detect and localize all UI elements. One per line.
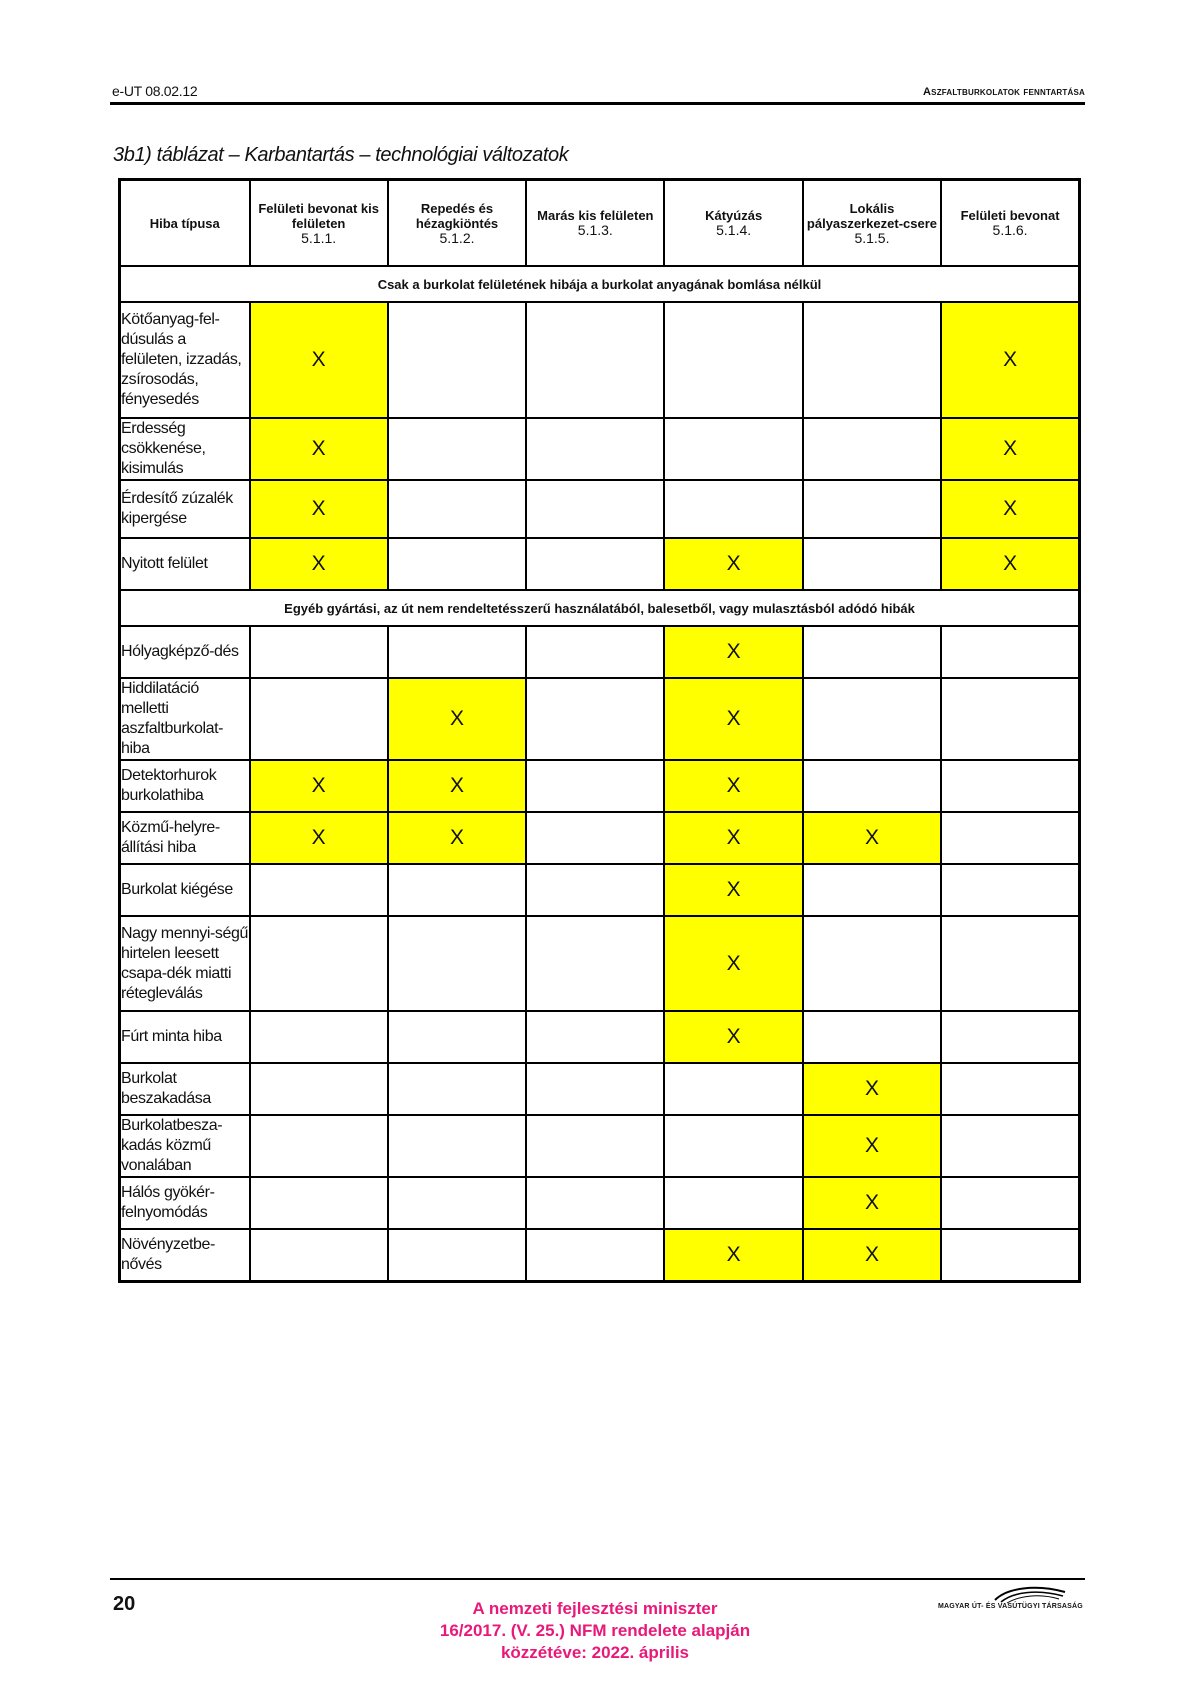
- footer-divider: [110, 1578, 1085, 1580]
- empty-cell: [388, 1115, 526, 1177]
- table-row: [120, 538, 1080, 590]
- empty-cell: [941, 678, 1079, 760]
- empty-cell: [388, 864, 526, 916]
- empty-cell: [526, 1177, 664, 1229]
- empty-cell: [941, 916, 1079, 1011]
- defect-type-label: Érdesítő zúzalék kipergése: [120, 480, 250, 538]
- section-row: [120, 266, 1080, 302]
- empty-cell: [941, 1011, 1079, 1063]
- column-number: 5.1.4.: [716, 222, 752, 238]
- empty-cell: [526, 302, 664, 418]
- table-row: [120, 1177, 1080, 1229]
- marked-cell: X: [250, 480, 388, 538]
- empty-cell: [388, 916, 526, 1011]
- empty-cell: [250, 916, 388, 1011]
- table-row: [120, 1229, 1080, 1281]
- marked-cell: X: [803, 1177, 941, 1229]
- empty-cell: [388, 1177, 526, 1229]
- marked-cell: X: [941, 302, 1079, 418]
- column-label: Felületi bevonat kis felületen: [258, 200, 379, 231]
- column-number: 5.1.5.: [854, 229, 890, 246]
- empty-cell: [803, 480, 941, 538]
- empty-cell: [250, 1177, 388, 1229]
- table-row: [120, 418, 1080, 480]
- table-row: [120, 760, 1080, 812]
- marked-cell: X: [250, 302, 388, 418]
- empty-cell: [250, 626, 388, 678]
- marked-cell: X: [664, 626, 802, 678]
- marked-cell: X: [664, 812, 802, 864]
- marked-cell: X: [388, 812, 526, 864]
- marked-cell: X: [664, 916, 802, 1011]
- marked-cell: X: [664, 864, 802, 916]
- empty-cell: [664, 1115, 802, 1177]
- empty-cell: [664, 480, 802, 538]
- column-number: 5.1.1.: [301, 229, 337, 246]
- marked-cell: X: [250, 538, 388, 590]
- column-header: [664, 180, 802, 267]
- empty-cell: [526, 1229, 664, 1281]
- defect-type-label: Burkolat beszakadása: [120, 1063, 250, 1115]
- marked-cell: X: [803, 812, 941, 864]
- empty-cell: [803, 916, 941, 1011]
- column-number: 5.1.6.: [992, 222, 1028, 238]
- empty-cell: [803, 864, 941, 916]
- notice-line: közzétéve: 2022. április: [500, 1643, 690, 1662]
- defect-type-label: Burkolatbesza-kadás közmű vonalában: [120, 1115, 250, 1177]
- defect-type-label: Erdesség csökkenése, kisimulás: [120, 418, 250, 480]
- section-title: Egyéb gyártási, az út nem rendeltetésszerű használatából, balesetből, vagy mulasztásból adódó hibák: [120, 590, 1080, 626]
- defect-type-label: Nyitott felület: [120, 538, 250, 590]
- table-row: [120, 626, 1080, 678]
- marked-cell: X: [941, 480, 1079, 538]
- marked-cell: X: [388, 760, 526, 812]
- table-row: [120, 480, 1080, 538]
- notice-line: A nemzeti fejlesztési miniszter: [472, 1599, 718, 1618]
- empty-cell: [526, 626, 664, 678]
- empty-cell: [526, 1115, 664, 1177]
- page-number: 20: [113, 1593, 136, 1615]
- table-row: [120, 1063, 1080, 1115]
- empty-cell: [526, 760, 664, 812]
- defect-type-label: Hálós gyökér-felnyomódás: [120, 1177, 250, 1229]
- column-number: 5.1.2.: [439, 229, 475, 246]
- empty-cell: [803, 626, 941, 678]
- column-label: Felületi bevonat: [960, 208, 1060, 223]
- table-title: 3b1) táblázat – Karbantartás – technológiai változatok: [113, 144, 569, 166]
- empty-cell: [941, 1177, 1079, 1229]
- empty-cell: [526, 538, 664, 590]
- empty-cell: [388, 626, 526, 678]
- table-row: [120, 302, 1080, 418]
- empty-cell: [250, 1063, 388, 1115]
- column-header: [250, 180, 388, 267]
- table-row: [120, 916, 1080, 1011]
- section-title: Csak a burkolat felületének hibája a burkolat anyagának bomlása nélkül: [120, 266, 1080, 302]
- empty-cell: [526, 812, 664, 864]
- empty-cell: [941, 626, 1079, 678]
- empty-cell: [803, 538, 941, 590]
- empty-cell: [803, 1011, 941, 1063]
- marked-cell: X: [664, 760, 802, 812]
- empty-cell: [250, 1115, 388, 1177]
- defect-type-label: Nagy mennyi-ségű hirtelen leesett csapa-dék miatti rétegleválás: [120, 916, 250, 1011]
- empty-cell: [526, 1063, 664, 1115]
- marked-cell: X: [250, 760, 388, 812]
- header-doc-title: Aszfaltburkolatok fenntartása: [923, 86, 1085, 98]
- empty-cell: [941, 812, 1079, 864]
- marked-cell: X: [664, 678, 802, 760]
- empty-cell: [803, 418, 941, 480]
- empty-cell: [388, 1011, 526, 1063]
- marked-cell: X: [803, 1229, 941, 1281]
- header-doc-code: e-UT 08.02.12: [112, 83, 198, 99]
- column-label: Repedés és hézagkiöntés: [415, 200, 499, 231]
- empty-cell: [250, 864, 388, 916]
- marked-cell: X: [250, 812, 388, 864]
- table-row: [120, 1011, 1080, 1063]
- marked-cell: X: [803, 1115, 941, 1177]
- corner-header: Hiba típusa: [120, 180, 250, 267]
- empty-cell: [388, 480, 526, 538]
- empty-cell: [388, 1229, 526, 1281]
- column-label: Lokális pályaszerkezet-csere: [806, 200, 938, 231]
- defect-type-label: Detektorhurok burkolathiba: [120, 760, 250, 812]
- empty-cell: [250, 1011, 388, 1063]
- empty-cell: [941, 864, 1079, 916]
- defect-type-label: Közmű-helyre-állítási hiba: [120, 812, 250, 864]
- marked-cell: X: [664, 1229, 802, 1281]
- marked-cell: X: [664, 538, 802, 590]
- empty-cell: [526, 916, 664, 1011]
- column-header: [388, 180, 526, 267]
- empty-cell: [388, 302, 526, 418]
- maintenance-table: [118, 178, 1081, 1283]
- empty-cell: [803, 678, 941, 760]
- column-label: Marás kis felületen: [537, 208, 654, 223]
- defect-type-label: Kötőanyag-fel-dúsulás a felületen, izzadás, zsírosodás, fényesedés: [120, 302, 250, 418]
- empty-cell: [388, 1063, 526, 1115]
- section-row: [120, 590, 1080, 626]
- defect-type-label: Növényzetbe-nővés: [120, 1229, 250, 1281]
- empty-cell: [664, 1177, 802, 1229]
- empty-cell: [941, 1063, 1079, 1115]
- logo-text: MAGYAR ÚT- ÉS VASÚTÜGYI TÁRSASÁG: [938, 1603, 1083, 1610]
- defect-type-label: Hiddilatáció melletti aszfaltburkolat-hiba: [120, 678, 250, 760]
- empty-cell: [941, 1115, 1079, 1177]
- empty-cell: [664, 418, 802, 480]
- marked-cell: X: [941, 418, 1079, 480]
- empty-cell: [526, 864, 664, 916]
- table-row: [120, 678, 1080, 760]
- table-body: [120, 266, 1080, 1281]
- defect-type-label: Fúrt minta hiba: [120, 1011, 250, 1063]
- defect-type-label: Burkolat kiégése: [120, 864, 250, 916]
- empty-cell: [526, 480, 664, 538]
- table-row: [120, 1115, 1080, 1177]
- notice-line: 16/2017. (V. 25.) NFM rendelete alapján: [439, 1621, 751, 1640]
- empty-cell: [803, 302, 941, 418]
- column-header: [941, 180, 1079, 267]
- marked-cell: X: [941, 538, 1079, 590]
- marked-cell: X: [250, 418, 388, 480]
- empty-cell: [388, 538, 526, 590]
- empty-cell: [526, 418, 664, 480]
- publication-notice: [400, 1598, 790, 1664]
- empty-cell: [526, 1011, 664, 1063]
- table-header-row: [120, 180, 1080, 267]
- marked-cell: X: [388, 678, 526, 760]
- empty-cell: [250, 678, 388, 760]
- column-header: [803, 180, 941, 267]
- empty-cell: [803, 760, 941, 812]
- header-divider: [110, 102, 1085, 105]
- marked-cell: X: [803, 1063, 941, 1115]
- empty-cell: [941, 760, 1079, 812]
- empty-cell: [664, 302, 802, 418]
- defect-type-label: Hólyagképző-dés: [120, 626, 250, 678]
- empty-cell: [941, 1229, 1079, 1281]
- column-header: [526, 180, 664, 267]
- column-number: 5.1.3.: [577, 222, 613, 238]
- empty-cell: [664, 1063, 802, 1115]
- marked-cell: X: [664, 1011, 802, 1063]
- empty-cell: [388, 418, 526, 480]
- column-label: Kátyúzás: [705, 208, 763, 223]
- table-row: [120, 864, 1080, 916]
- empty-cell: [250, 1229, 388, 1281]
- empty-cell: [526, 678, 664, 760]
- table-row: [120, 812, 1080, 864]
